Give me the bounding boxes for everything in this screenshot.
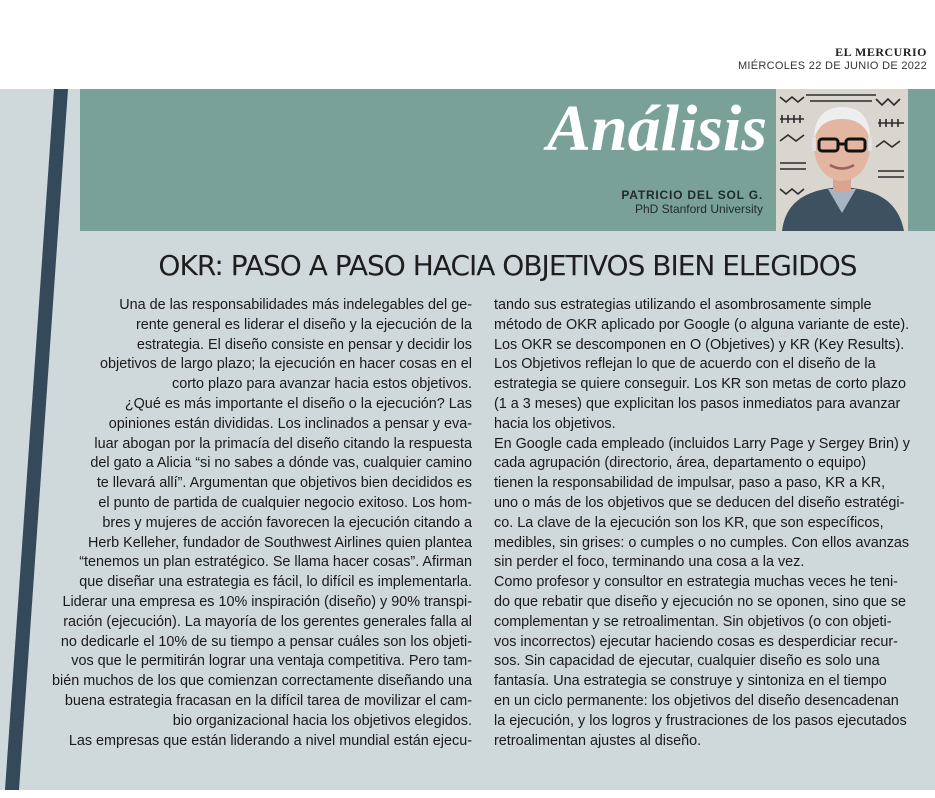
text-line: fantasía. Una estrategia se construye y sintoniza en el tiempo xyxy=(494,673,887,690)
column-left xyxy=(0,296,472,751)
text-line: sos. Sin capacidad de ejecutar, cualquier diseño es solo una xyxy=(494,653,880,670)
text-line: Herb Kelleher, fundador de Southwest Airlines quien plantea xyxy=(87,534,472,551)
text-line: sin perder el foco, terminando una cosa a la vez. xyxy=(494,554,805,571)
masthead xyxy=(738,46,927,72)
text-line: uno o más de los objetivos que se deducen del diseño estratégi- xyxy=(494,494,905,511)
text-line: Los OKR se descomponen en O (Objetives) y KR (Key Results). xyxy=(494,336,905,353)
author-name: PATRICIO DEL SOL G. xyxy=(621,188,763,202)
text-line: vos que le permitirán lograr una ventaja competitiva. Pero tam- xyxy=(71,653,472,670)
text-line: rente general es liderar el diseño y la ejecución de la xyxy=(136,316,472,333)
text-line: el punto de partida de cualquier negocio exitoso. Los hom- xyxy=(98,494,472,511)
byline xyxy=(621,188,763,217)
text-line: bres y mujeres de acción favorecen la ejecución citando a xyxy=(102,514,472,531)
text-line: opiniones están divididas. Los inclinados a pensar y eva- xyxy=(108,415,472,432)
text-line: que diseñar una estrategia es fácil, lo difícil es implementarla. xyxy=(79,574,472,591)
text-line: te llevará allí”. Argumentan que objetivos bien decididos es xyxy=(96,475,472,492)
text-line: vos incorrectos) ejecutar haciendo cosas es desperdiciar recur- xyxy=(494,633,898,650)
text-line: bién muchos de los que comienzan correctamente diseñando una xyxy=(52,673,472,690)
text-line: luar abogan por la primacía del diseño citando la respuesta xyxy=(94,435,472,452)
text-line: objetivos de largo plazo; la ejecución en hacer cosas en el xyxy=(100,356,472,373)
text-line: Una de las responsabilidades más indelegables del ge- xyxy=(119,297,472,313)
text-line: do que rebatir que diseño y ejecución no se oponen, sino que se xyxy=(494,593,907,610)
author-affiliation: PhD Stanford University xyxy=(634,202,763,217)
text-line: Las empresas que están liderando a nivel mundial están ejecu- xyxy=(68,732,472,749)
text-line: estrategia. El diseño consiste en pensar y decidir los xyxy=(136,336,472,353)
text-line: bio organizacional hacia los objetivos elegidos. xyxy=(172,712,472,729)
text-line: del gato a Alicia “si no sabes a dónde vas, cualquier camino xyxy=(90,455,472,472)
text-line: Los Objetivos reflejan lo que de acuerdo con el diseño de la xyxy=(494,356,876,373)
text-line: En Google cada empleado (incluidos Larry Page y Sergey Brin) y xyxy=(494,435,910,452)
column-right xyxy=(494,296,924,751)
text-line: no dedicarle el 10% de su tiempo a pensar cuáles son los objeti- xyxy=(60,633,472,650)
publication-date: MIÉRCOLES 22 DE JUNIO DE 2022 xyxy=(737,59,927,72)
text-line: medibles, sin grises: o cumples o no cumples. Con ellos avanzas xyxy=(494,534,910,551)
headline: OKR: PASO A PASO HACIA OBJETIVOS BIEN ELEGIDOS xyxy=(158,249,857,282)
text-line: co. La clave de la ejecución son los KR, que son específicos, xyxy=(494,514,884,531)
article xyxy=(0,89,935,790)
author-portrait-icon xyxy=(776,89,908,231)
text-line: retroalimentan ajustes al diseño. xyxy=(494,732,702,749)
text-line: ración (ejecución). La mayoría de los gerentes generales falla al xyxy=(63,613,472,630)
text-line: corto plazo para avanzar hacia estos objetivos. xyxy=(172,376,472,393)
text-line: estrategia se quiere conseguir. Los KR son metas de corto plazo xyxy=(494,376,906,393)
text-line: ¿Qué es más importante el diseño o la ejecución? Las xyxy=(124,395,472,412)
text-line: cada agrupación (directorio, área, departamento o equipo) xyxy=(494,455,866,472)
text-line: en un ciclo permanente: los objetivos del diseño desencadenan xyxy=(494,692,899,709)
section-title: Análisis xyxy=(546,92,767,165)
text-line: Como profesor y consultor en estrategia muchas veces he teni- xyxy=(494,574,898,591)
text-line: (1 a 3 meses) que explicitan los pasos inmediatos para avanzar xyxy=(494,395,901,412)
author-photo xyxy=(776,89,908,231)
text-line: hacia los objetivos. xyxy=(494,415,616,432)
text-line: método de OKR aplicado por Google (o alguna variante de este). xyxy=(494,316,910,333)
text-line: la ejecución, y los logros y frustraciones de los pasos ejecutados xyxy=(494,712,907,729)
text-line: “tenemos un plan estratégico. Se llama hacer cosas”. Afirman xyxy=(79,554,472,571)
text-line: tando sus estrategias utilizando el asombrosamente simple xyxy=(494,297,872,313)
text-line: complementan y se retroalimentan. Sin objetivos (o con objeti- xyxy=(494,613,892,630)
text-line: buena estrategia fracasan en la difícil tarea de movilizar el cam- xyxy=(64,692,472,709)
text-line: tienen la responsabilidad de impulsar, paso a paso, KR a KR, xyxy=(494,475,886,492)
publication-name: EL MERCURIO xyxy=(835,45,927,59)
text-line: Liderar una empresa es 10% inspiración (diseño) y 90% transpi- xyxy=(62,593,472,610)
